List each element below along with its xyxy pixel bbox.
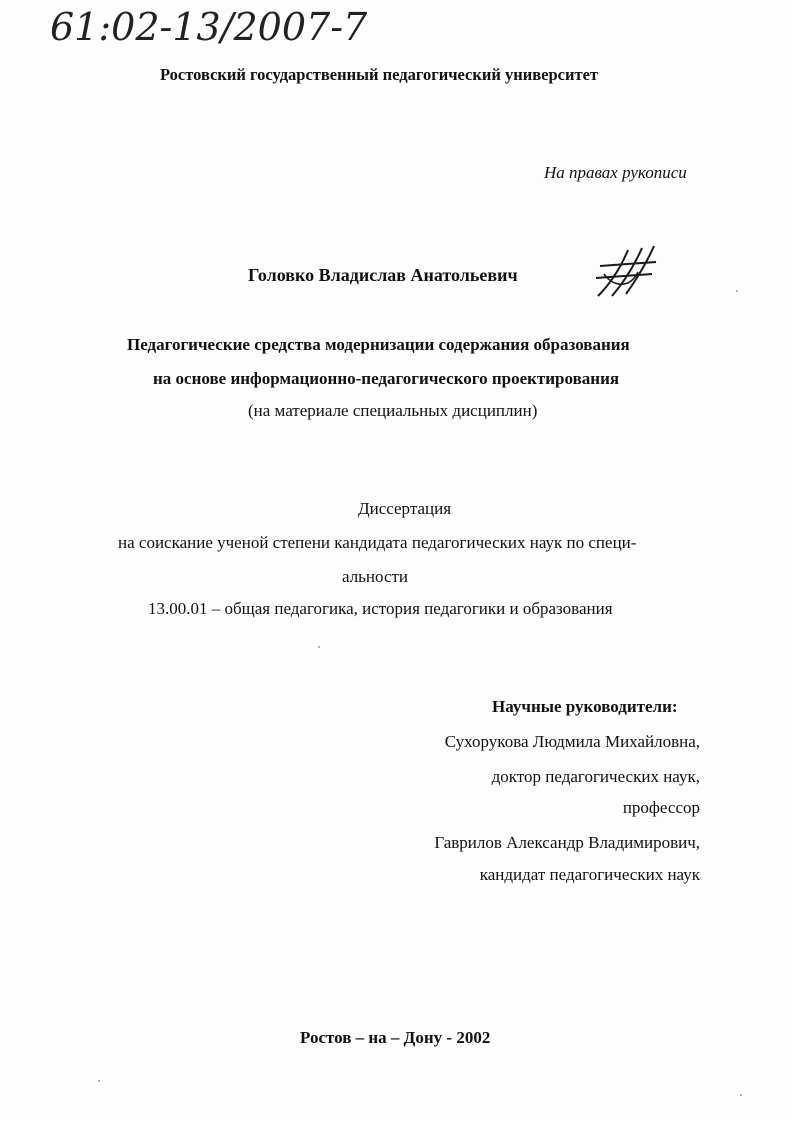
dissertation-title-line-1: Педагогические средства модернизации содержания образования [127,335,630,354]
city-and-year: Ростов – на – Дону - 2002 [300,1028,491,1047]
degree-line-2: альности [342,567,409,586]
manuscript-rights-note: На правах рукописи [544,163,687,182]
degree-line-1: на соискание ученой степени кандидата педагогических наук по специ- [118,533,637,552]
scan-speck [98,1080,100,1082]
supervisors-heading: Научные руководители: [492,697,678,716]
specialty-code: 13.00.01 – общая педагогика, история педагогики и образования [148,599,613,618]
university-name: Ростовский государственный педагогический университет [160,65,599,84]
scan-speck [740,1094,742,1096]
supervisor-1-name: Сухорукова Людмила Михайловна, [444,732,700,751]
scan-speck [318,646,320,648]
handwritten-archive-code [48,0,408,50]
signature-icon [590,244,660,302]
scan-speck [736,290,738,292]
supervisor-1-title: профессор [622,798,700,817]
supervisor-1-degree: доктор педагогических наук, [491,767,700,786]
dissertation-title-subtitle: (на материале специальных дисциплин) [248,401,538,420]
supervisor-2-degree: кандидат педагогических наук [479,865,700,884]
author-name: Головко Владислав Анатольевич [248,265,518,285]
document-type-heading: Диссертация [358,499,452,518]
supervisor-2-name: Гаврилов Александр Владимирович, [434,833,700,852]
dissertation-title-line-2: на основе информационно-педагогического проектирования [153,369,620,388]
handwritten-code-text: 61:02-13/2007-7 [50,5,368,49]
